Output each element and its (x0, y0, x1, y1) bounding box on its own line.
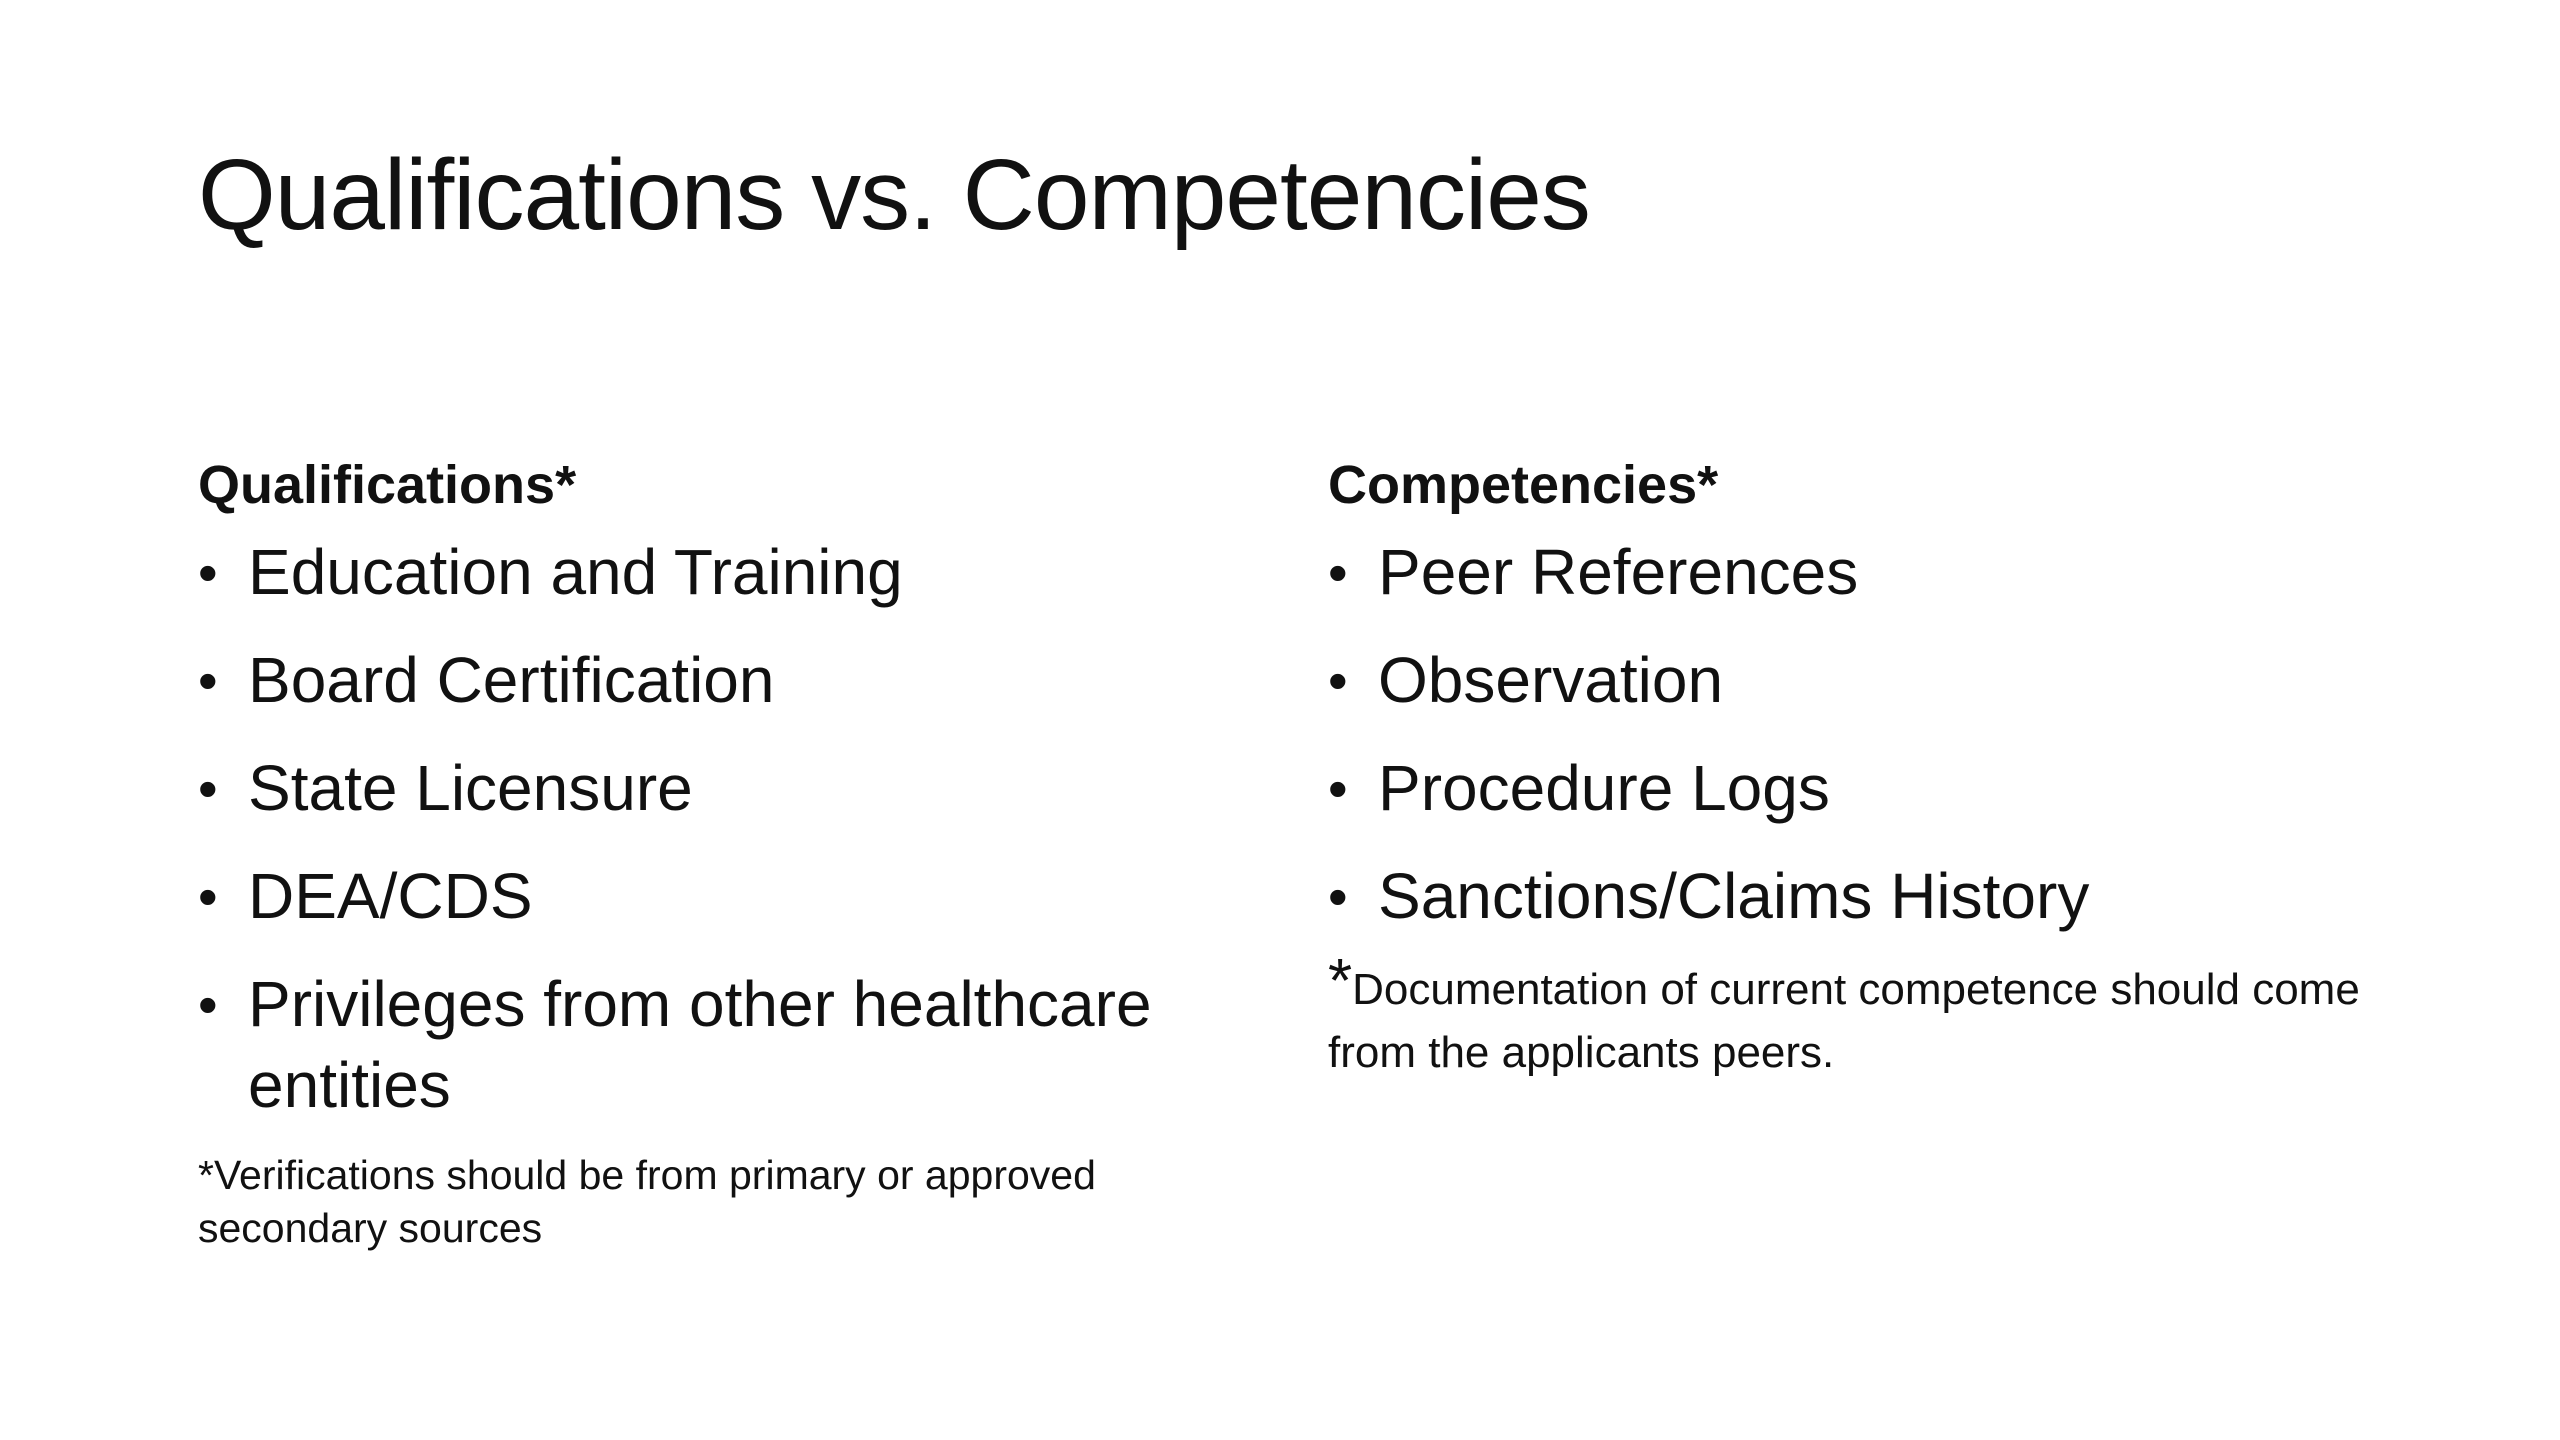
competencies-heading: Competencies* (1328, 455, 1719, 515)
list-item-label: Board Certification (248, 644, 775, 716)
bullet-icon: • (1328, 757, 1348, 820)
list-item (1328, 640, 2388, 721)
list-item (198, 856, 1258, 937)
list-item (198, 964, 1258, 1126)
footnote-asterisk: * (1328, 947, 1353, 1016)
bullet-icon: • (198, 541, 218, 604)
list-item-label: Observation (1378, 644, 1724, 716)
bullet-icon: • (1328, 649, 1348, 712)
competencies-column (1328, 450, 2388, 1084)
bullet-icon: • (1328, 865, 1348, 928)
list-item (1328, 532, 2388, 613)
list-item-label: Education and Training (248, 536, 903, 608)
competencies-footnote (1328, 947, 2388, 1084)
qualifications-footnote: *Verifications should be from primary or approved secondary sources (198, 1152, 1096, 1251)
list-item-label: State Licensure (248, 752, 693, 824)
bullet-icon: • (1328, 541, 1348, 604)
list-item (198, 532, 1258, 613)
list-item-label: Procedure Logs (1378, 752, 1830, 824)
list-item-label: DEA/CDS (248, 860, 533, 932)
list-item (1328, 856, 2388, 937)
qualifications-heading: Qualifications* (198, 455, 577, 515)
qualifications-list (198, 532, 1258, 1126)
qualifications-column (198, 450, 1258, 1255)
bullet-icon: • (198, 865, 218, 928)
list-item (1328, 748, 2388, 829)
bullet-icon: • (198, 757, 218, 820)
list-item-label: Sanctions/Claims History (1378, 860, 2090, 932)
bullet-icon: • (198, 649, 218, 712)
slide-title: Qualifications vs. Competencies (198, 139, 1590, 251)
bullet-icon: • (198, 973, 218, 1036)
list-item (198, 748, 1258, 829)
competencies-list (1328, 532, 2388, 937)
list-item-label: Privileges from other healthcare entities (248, 968, 1152, 1121)
list-item-label: Peer References (1378, 536, 1859, 608)
competencies-footnote-text: Documentation of current competence should come from the applicants peers. (1328, 965, 2360, 1077)
list-item (198, 640, 1258, 721)
